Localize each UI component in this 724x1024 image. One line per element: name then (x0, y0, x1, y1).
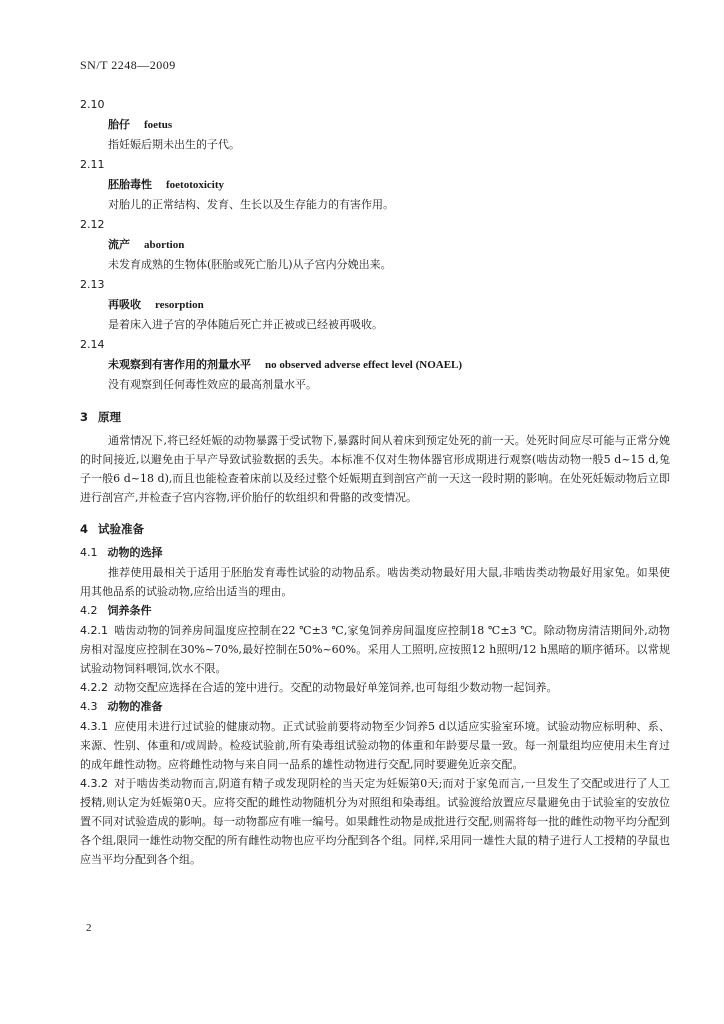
section-heading (80, 407, 670, 427)
subsection-number: 4.2 (80, 604, 98, 617)
clause-text: 动物交配应选择在合适的笼中进行。交配的动物最好单笼饲养,也可每组少数动物一起饲养。 (114, 681, 558, 694)
term-chinese: 胚胎毒性 (108, 178, 152, 191)
term-definition: 指妊娠后期未出生的子代。 (108, 138, 240, 151)
term-definition: 是着床入进子宫的孕体随后死亡并正被或已经被再吸收。 (108, 318, 383, 331)
term-definition: 对胎儿的正常结构、发育、生长以及生存能力的有害作用。 (108, 198, 394, 211)
term-number: 2.13 (80, 278, 105, 291)
term-number: 2.11 (80, 158, 105, 171)
term-entry (80, 95, 670, 155)
term-chinese: 流产 (108, 238, 130, 251)
term-entry (80, 335, 670, 395)
term-number: 2.14 (80, 338, 105, 351)
term-english: resorption (155, 299, 204, 311)
section-number: 4 (80, 522, 89, 536)
section-number: 3 (80, 410, 89, 424)
term-english: foetus (144, 119, 173, 131)
clause-paragraph (80, 774, 670, 869)
term-entry (80, 275, 670, 335)
subsection-heading (80, 697, 670, 717)
term-entry (80, 215, 670, 275)
clause-paragraph (80, 621, 670, 678)
term-number: 2.12 (80, 218, 105, 231)
section-paragraph: 通常情况下,将已经妊娠的动物暴露于受试物下,暴露时间从着床到预定处死的前一天。处死时间应尽可能与正常分娩的时间接近,以避免由于早产导致试验数据的丢失。本标准不仅对生物体器官形成期进行观察(啮齿动物一般5 d~15 d,兔子一般6 d~18 d),而且也能检查着床前以及经过整个妊娠期直到剖宫产前一天这一段时期的影响。在处死妊娠动物后立即进行剖宫产,并检查子宫内容物,评价胎仔的软组织和骨骼的改变情况。 (80, 434, 670, 504)
clause-text: 啮齿动物的饲养房间温度应控制在22 ℃±3 ℃,家兔饲养房间温度应控制18 ℃±3 ℃。除动物房清洁期间外,动物房相对湿度应控制在30%~70%,最好控制在50%~60%。采用人工照明,应按照12 h照明/12 h黑暗的顺序循环。以常规试验动物饲料喂饲,饮水不限。 (80, 624, 670, 675)
section-title: 试验准备 (98, 522, 145, 536)
term-english: abortion (144, 239, 185, 251)
subsection-number: 4.1 (80, 546, 98, 559)
clause-text: 应使用未进行过试验的健康动物。正式试验前要将动物至少饲养5 d以适应实验室环境。试验动物应标明种、系、来源、性别、体重和/或周龄。检疫试验前,所有染毒组试验动物的体重和年龄要尽量一致。每一剂量组均应使用未生育过的成年雌性动物。应将雌性动物与来自同一品系的雄性动物进行交配,同时要避免近亲交配。 (80, 720, 670, 771)
section-heading (80, 519, 670, 539)
subsection-heading (80, 601, 670, 621)
subsection-title: 动物的选择 (107, 546, 163, 559)
subsection-heading (80, 543, 670, 563)
term-entry (80, 155, 670, 215)
term-chinese: 胎仔 (108, 118, 130, 131)
term-chinese: 未观察到有害作用的剂量水平 (108, 358, 251, 371)
term-english: foetotoxicity (166, 179, 225, 191)
term-number: 2.10 (80, 98, 105, 111)
clause-paragraph (80, 717, 670, 774)
term-definition: 没有观察到任何毒性效应的最高剂量水平。 (108, 378, 317, 391)
term-english: no observed adverse effect level (NOAEL) (265, 359, 463, 371)
page-number: 2 (86, 922, 92, 934)
clause-number: 4.3.2 (80, 777, 108, 790)
subsection-title: 饲养条件 (107, 604, 152, 617)
subsection-paragraph: 推荐使用最相关于适用于胚胎发育毒性试验的动物品系。啮齿类动物最好用大鼠,非啮齿类动物最好用家兔。如果使用其他品系的试验动物,应给出适当的理由。 (80, 566, 670, 598)
term-chinese: 再吸收 (108, 298, 141, 311)
section-title: 原理 (98, 410, 122, 424)
clause-number: 4.3.1 (80, 720, 108, 733)
subsection-number: 4.3 (80, 700, 98, 713)
document-body (80, 95, 670, 869)
clause-paragraph (80, 678, 670, 697)
standard-code: SN/T 2248—2009 (80, 58, 176, 72)
clause-number: 4.2.2 (80, 681, 108, 694)
subsection-title: 动物的准备 (107, 700, 163, 713)
term-definition: 未发育成熟的生物体(胚胎或死亡胎儿)从子宫内分娩出来。 (108, 258, 392, 271)
clause-text: 对于啮齿类动物而言,阴道有精子或发现阴栓的当天定为妊娠第0天;而对于家兔而言,一旦发生了交配或进行了人工授精,则认定为妊娠第0天。应将交配的雌性动物随机分为对照组和染毒组。试验渡给放置应尽量避免由于试验室的安放位置不同对试验造成的影响。每一动物都应有唯一编号。如果雌性动物是成批进行交配,则需将每一批的雌性动物平均分配到各个组,限同一雄性动物交配的所有雌性动物也应平均分配到各个组。同样,采用同一雄性大鼠的精子进行人工授精的孕鼠也应当平均分配到各个组。 (80, 777, 670, 866)
clause-number: 4.2.1 (80, 624, 108, 637)
